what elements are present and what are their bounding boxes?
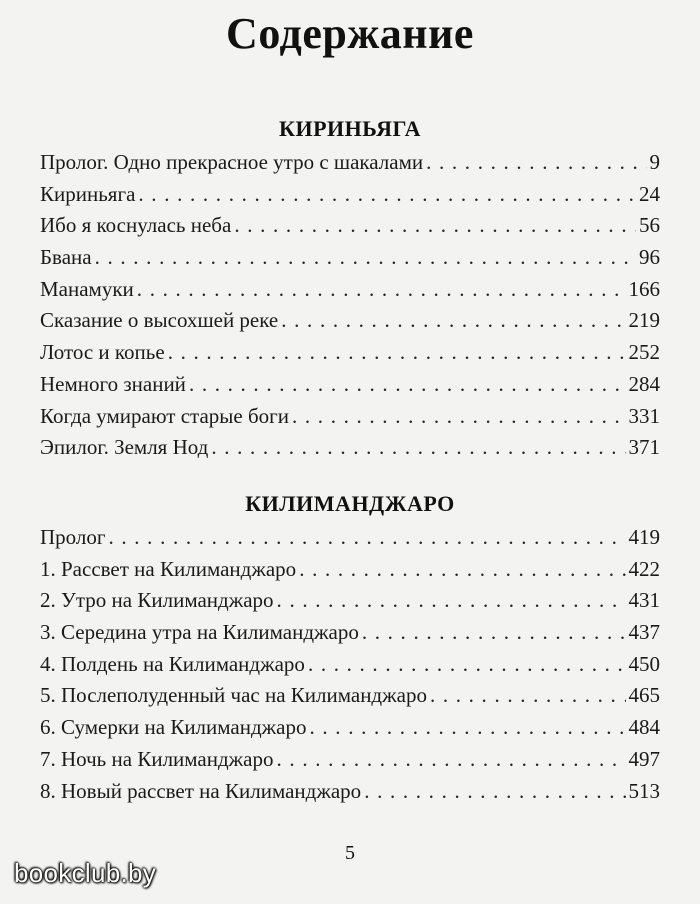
toc-entry-title: Пролог. Одно прекрасное утро с шакалами — [40, 150, 424, 174]
toc-entry-title: 3. Середина утра на Килиманджаро — [40, 620, 359, 645]
toc-entry-page: 419 — [628, 525, 660, 549]
dot-leader — [299, 554, 625, 586]
toc-entry[interactable] — [40, 147, 660, 179]
toc-entry-page: 497 — [628, 746, 660, 771]
toc-entry[interactable] — [40, 617, 660, 649]
toc-entry-page: 437 — [628, 620, 660, 645]
dot-leader — [277, 744, 626, 776]
toc-entry-title: Пролог — [40, 525, 106, 549]
toc-entry[interactable] — [40, 337, 660, 369]
dot-leader — [362, 617, 626, 649]
dot-leader — [277, 585, 626, 617]
toc-entry-page: 513 — [628, 778, 660, 803]
toc-list-kirinyaga — [40, 147, 660, 464]
toc-entry-page: 24 — [639, 181, 660, 206]
dot-leader — [234, 210, 636, 242]
toc-entry[interactable] — [40, 210, 660, 242]
toc-entry-title: Лотос и копье — [40, 340, 165, 365]
toc-entry[interactable] — [40, 585, 660, 617]
toc-entry[interactable] — [40, 776, 660, 808]
toc-entry-page: 252 — [628, 340, 660, 365]
toc-entry-title: 6. Сумерки на Килиманджаро — [40, 715, 307, 740]
toc-entry-title: Бвана — [40, 245, 92, 270]
dot-leader — [292, 401, 626, 433]
toc-entry[interactable] — [40, 305, 660, 337]
toc-entry[interactable] — [40, 744, 660, 776]
page-title: Содержание — [226, 9, 474, 58]
dot-leader — [211, 432, 625, 464]
dot-leader — [168, 337, 626, 369]
toc-entry-title: Кириньяга — [40, 181, 136, 206]
toc-entry-title: 2. Утро на Килиманджаро — [40, 588, 274, 613]
toc-entry-title: Манамуки — [40, 276, 134, 301]
toc-entry[interactable] — [40, 712, 660, 744]
toc-entry-title: 4. Полдень на Килиманджаро — [40, 651, 305, 676]
toc-entry-page: 56 — [639, 213, 660, 238]
dot-leader — [430, 680, 626, 712]
toc-entry-page: 431 — [628, 588, 660, 613]
toc-entry[interactable] — [40, 432, 660, 464]
dot-leader — [108, 522, 625, 554]
toc-entry-title: Ибо я коснулась неба — [40, 213, 232, 238]
toc-entry-page: 465 — [628, 683, 660, 708]
section-heading-kilimanjaro: КИЛИМАНДЖАРО — [245, 491, 455, 516]
toc-entry-page: 422 — [628, 556, 660, 581]
toc-entry[interactable] — [40, 274, 660, 306]
toc-entry-title: 1. Рассвет на Килиманджаро — [40, 556, 297, 581]
toc-entry-title: 7. Ночь на Килиманджаро — [40, 746, 274, 771]
dot-leader — [364, 776, 625, 808]
dot-leader — [189, 369, 626, 401]
toc-entry[interactable] — [40, 242, 660, 274]
dot-leader — [137, 274, 626, 306]
toc-list-kilimanjaro — [40, 522, 660, 807]
toc-entry[interactable] — [40, 554, 660, 586]
watermark: bookclub.by — [14, 858, 157, 888]
dot-leader — [308, 649, 626, 681]
toc-entry-page: 219 — [628, 308, 660, 333]
toc-entry-title: Эпилог. Земля Нод — [40, 435, 209, 460]
dot-leader — [281, 305, 625, 337]
toc-entry[interactable] — [40, 680, 660, 712]
dot-leader — [138, 179, 636, 211]
dot-leader — [95, 242, 636, 274]
toc-entry-page: 450 — [628, 651, 660, 676]
toc-entry-page: 96 — [639, 245, 660, 270]
toc-entry[interactable] — [40, 369, 660, 401]
toc-entry-page: 371 — [628, 435, 660, 460]
toc-entry-page: 331 — [628, 403, 660, 428]
toc-entry-title: Немного знаний — [40, 371, 186, 396]
dot-leader — [426, 147, 646, 179]
toc-entry-title: Сказание о высохшей реке — [40, 308, 279, 333]
toc-entry[interactable] — [40, 522, 660, 554]
toc-entry-page: 9 — [649, 150, 660, 174]
section-heading-kirinyaga: КИРИНЬЯГА — [279, 116, 421, 141]
toc-entry-page: 166 — [628, 276, 660, 301]
page-number: 5 — [345, 842, 355, 864]
toc-entry[interactable] — [40, 401, 660, 433]
toc-entry-title: 8. Новый рассвет на Килиманджаро — [40, 778, 362, 803]
toc-entry-page: 484 — [628, 715, 660, 740]
toc-entry[interactable] — [40, 179, 660, 211]
dot-leader — [310, 712, 626, 744]
toc-entry-title: Когда умирают старые боги — [40, 403, 289, 428]
toc-entry-page: 284 — [628, 371, 660, 396]
toc-entry[interactable] — [40, 649, 660, 681]
toc-entry-title: 5. Послеполуденный час на Килиманджаро — [40, 683, 427, 708]
